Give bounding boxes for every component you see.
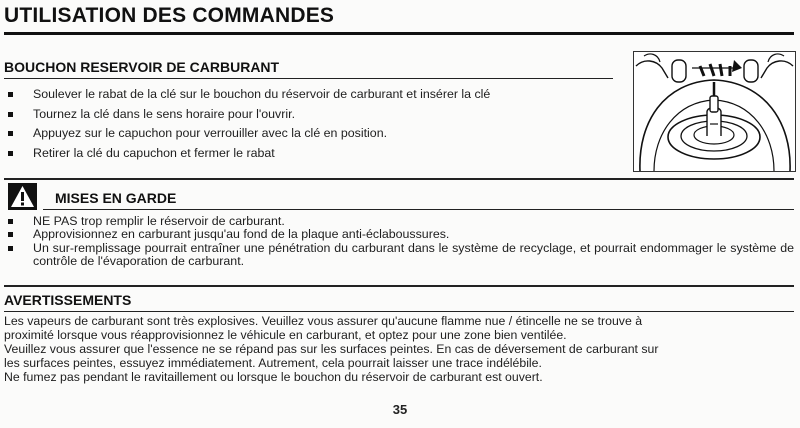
fuel-cap-step: Tournez la clé dans le sens horaire pour l'ouvrir. (4, 105, 614, 125)
warnings-list (4, 215, 794, 269)
notices-top-divider (4, 285, 794, 287)
notice-line: Ne fumez pas pendant le ravitaillement ou lorsque le bouchon du réservoir de carburant est ouvert. (4, 369, 543, 384)
notices-heading: AVERTISSEMENTS (4, 292, 132, 308)
notice-line: Veuillez vous assurer que l'essence ne se répand pas sur les surfaces peintes. En cas de déversement de carburant sur (4, 341, 659, 356)
notices-divider (4, 311, 794, 312)
warnings-top-divider (4, 178, 794, 180)
page-number: 35 (392, 402, 408, 417)
fuel-cap-heading: BOUCHON RESERVOIR DE CARBURANT (4, 59, 280, 75)
warning-item: NE PAS trop remplir le réservoir de carburant. (4, 215, 794, 228)
fuel-cap-steps (4, 85, 614, 163)
notice-line: Les vapeurs de carburant sont très explosives. Veuillez vous assurer qu'aucune flamme nue / étincelle ne se trouve à (4, 314, 643, 328)
warning-item: Approvisionnez en carburant jusqu'au fond de la plaque anti-éclaboussures. (4, 228, 794, 241)
title-divider (4, 32, 794, 35)
warning-item: Un sur-remplissage pourrait entraîner une pénétration du carburant dans le système de recyclage, et pourrait endommager le système de contrôle de l'évaporation de carburant. (4, 242, 794, 269)
fuel-cap-illustration (633, 51, 796, 172)
notice-line: proximité lorsque vous réapprovisionnez le véhicule en carburant, et optez pour une zone bien ventilée. (4, 327, 567, 342)
notice-line: les surfaces peintes, essuyez immédiatement. Autrement, cela pourrait laisser une trace indélébile. (4, 355, 542, 370)
fuel-tank-drawing (634, 52, 795, 171)
notices-text (4, 315, 794, 385)
warnings-divider (43, 209, 794, 210)
fuel-cap-step: Appuyez sur le capuchon pour verrouiller avec la clé en position. (4, 124, 614, 144)
fuel-cap-step: Retirer la clé du capuchon et fermer le rabat (4, 144, 614, 164)
warning-icon (8, 183, 37, 210)
fuel-cap-divider (4, 78, 613, 79)
page-title: UTILISATION DES COMMANDES (4, 4, 335, 27)
fuel-cap-step: Soulever le rabat de la clé sur le bouchon du réservoir de carburant et insérer la clé (4, 85, 614, 105)
warnings-heading: MISES EN GARDE (55, 190, 177, 206)
